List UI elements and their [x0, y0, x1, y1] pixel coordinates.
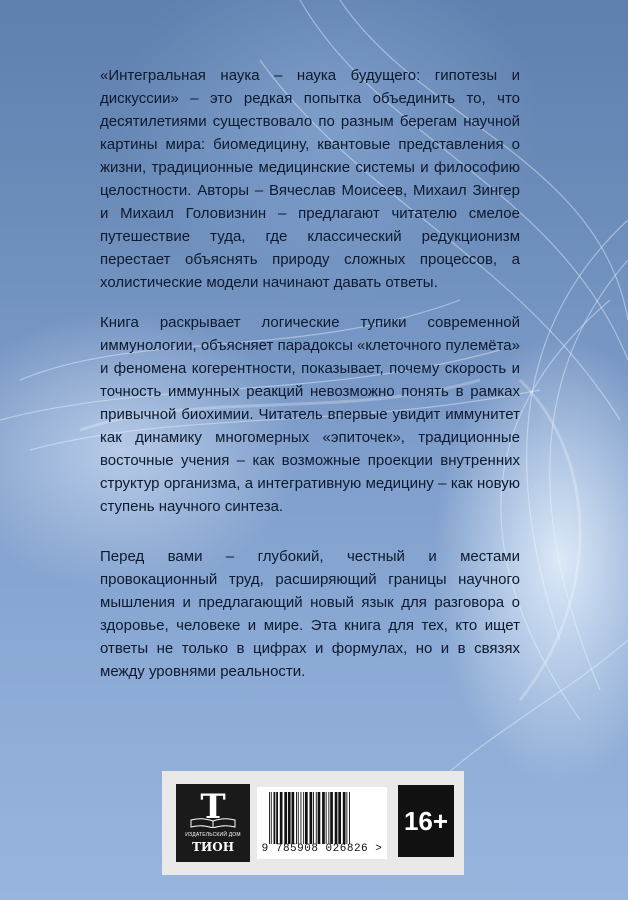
barcode-bar	[310, 792, 313, 844]
open-book-icon	[190, 818, 236, 828]
paragraph-3-text: Перед вами – глубокий, честный и местами провокационный труд, расширяющий границы научного мышления и предлагающий новый язык для разговора о здоровье, человеке и мире. Эта книга для тех, кто ищет ответы не только в цифрах и формулах, но и в связях между уровнями реальности.	[100, 548, 520, 680]
barcode-bar	[316, 792, 317, 844]
barcode-bar	[288, 792, 291, 844]
barcode-bar	[303, 792, 304, 844]
barcode-bar	[298, 792, 299, 844]
paragraph-2-text: Книга раскрывает логические тупики современной иммунологии, объясняет парадоксы «клеточного пулемёта» и феномена когерентности, показывает, почему скорость и точность иммунных реакций невозможно понять в рамках привычной биохимии. Читатель впервые увидит иммунитет как динамику многомерных «эпиточек», традиционные восточные учения – как возможные проекции внутренних структур организма, а интегративную медицину – как новую ступень научного синтеза.	[100, 314, 520, 515]
publisher-name: ТИОН	[191, 840, 235, 854]
age-rating-label: 16+	[403, 805, 449, 836]
barcode-bar	[322, 792, 325, 844]
barcode-bar	[301, 792, 302, 844]
barcode-bar	[274, 792, 276, 844]
barcode-bar	[269, 792, 270, 844]
paragraph-1-text: «Интегральная наука – наука будущего: гипотезы и дискуссии» – это редкая попытка объединить то, что десятилетиями существовало по разным берегам научной картины мира: биомедицину, квантовые представления о жизни, традиционные медицинские системы и философию целостности. Авторы – Вячеслав Моисеев, Михаил Зингер и Михаил Головизнин – предлагают читателю смелое путешествие туда, где классический редукционизм перестает объяснять природу сложных процессов, а холистические модели начинают давать ответы.	[100, 67, 520, 291]
barcode-bar	[330, 792, 333, 844]
age-rating-badge	[398, 785, 454, 857]
publisher-tagline: ИЗДАТЕЛЬСКИЙ ДОМ	[185, 832, 241, 838]
barcode-bar	[284, 792, 287, 844]
paragraph-1	[100, 64, 520, 294]
barcode-bar	[296, 792, 297, 844]
barcode-bar	[326, 792, 327, 844]
publisher-logo	[176, 784, 250, 862]
publisher-logo-letter: T	[200, 787, 226, 827]
paragraph-3	[100, 545, 520, 683]
barcode-bar	[328, 792, 329, 844]
barcode-bar	[349, 792, 350, 844]
barcode-bar	[313, 792, 314, 844]
barcode-bar	[292, 792, 295, 844]
barcode-bar	[280, 792, 283, 844]
barcode-bar	[276, 792, 278, 844]
barcode-bar	[343, 792, 346, 844]
barcode-bar	[271, 792, 272, 844]
isbn-digits: 9 785908 026826 >	[261, 843, 383, 855]
barcode-bar	[346, 792, 347, 844]
paragraph-2	[100, 311, 520, 518]
barcode-bar	[318, 792, 321, 844]
barcode-bar	[338, 792, 341, 844]
barcode-bar	[335, 792, 338, 844]
isbn-barcode	[257, 787, 387, 859]
barcode-bar	[305, 792, 308, 844]
barcode-bars	[267, 792, 379, 844]
